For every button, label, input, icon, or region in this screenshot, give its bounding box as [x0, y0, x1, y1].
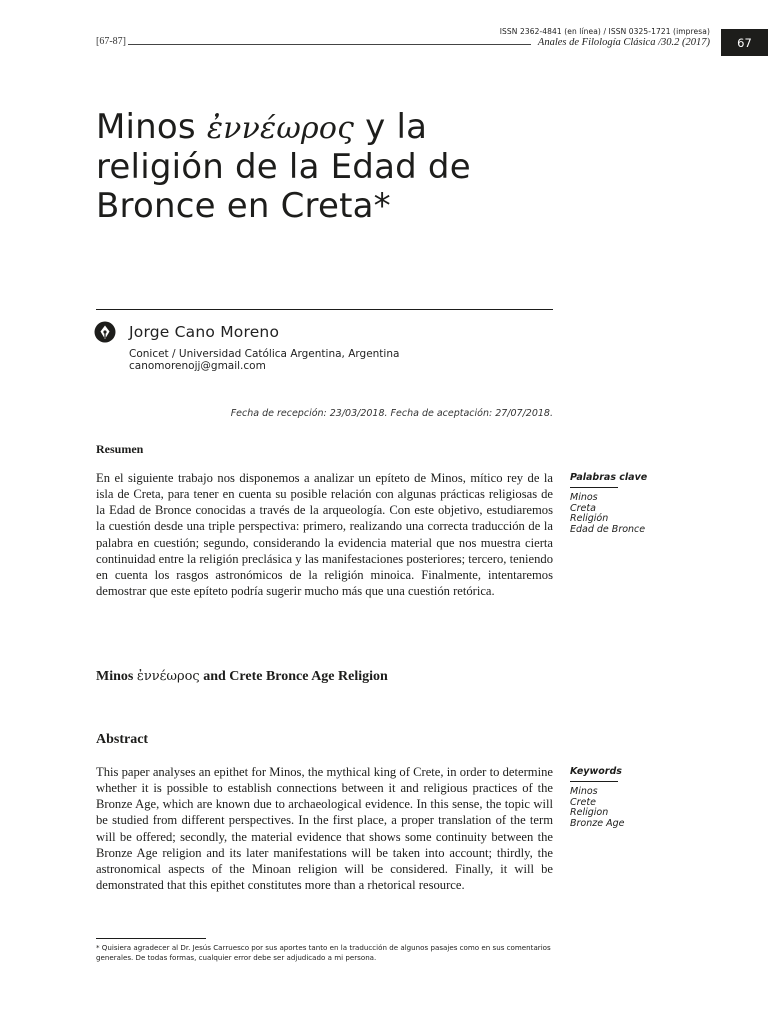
palabras-clave-rule [570, 487, 618, 488]
keyword-item: Edad de Bronce [570, 524, 646, 536]
keyword-item: Minos [570, 492, 598, 503]
keyword-item: Bronze Age [570, 818, 625, 830]
resumen-text: En el siguiente trabajo nos disponemos a analizar un epíteto de Minos, mítico rey de la isla de Creta, para tener en cuenta su posible relación con algunas prácticas religiosas de la Edad de Bronce conocidas a través de la arqueología. Con este objetivo, estudiaremos la cuestión desde una triple perspectiva: primero, realizando una correcta traducción de la palabra en cuestión; segundo, considerando la evidencia material que nos muestra cierta continuidad entre la religión preclásica y las manifestaciones posteriores; tercero, teniendo en cuenta los rasgos astronómicos de la religión minoica. Finalmente, intentaremos demostrar que este epíteto podría sugerir mucho más que una cuestión retórica. [96, 471, 553, 599]
palabras-clave-list [570, 493, 645, 536]
keyword-item: Religion [570, 807, 609, 819]
issn-line: ISSN 2362-4841 (en línea) / ISSN 0325-1721 (impresa) [499, 27, 710, 36]
page-number-tab [721, 29, 768, 56]
header-rule [128, 44, 531, 45]
abstract-heading: Abstract [96, 732, 149, 747]
resumen-heading: Resumen [96, 442, 144, 456]
submission-dates: Fecha de recepción: 23/03/2018. Fecha de aceptación: 27/07/2018. [230, 408, 553, 419]
footnote: * Quisiera agradecer al Dr. Jesús Carruesco por sus aportes tanto en la traducción de algunos pasajes como en sus comentarios generales. De todas formas, cualquier error debe ser adjudicado a mi persona. [96, 943, 551, 962]
journal-citation: Anales de Filología Clásica /30.2 (2017) [537, 37, 710, 48]
orcid-icon[interactable] [94, 321, 116, 343]
keywords-list [570, 787, 624, 830]
keyword-item: Religión [570, 513, 609, 525]
keywords-heading: Keywords [570, 766, 622, 777]
english-title-part-1: Minos [96, 669, 137, 684]
article-title [96, 108, 566, 226]
keyword-item: Minos [570, 786, 598, 797]
keyword-item: Creta [570, 502, 596, 514]
keyword-item: Crete [570, 796, 596, 808]
page-range: [67-87] [96, 36, 126, 47]
palabras-clave-heading: Palabras clave [570, 472, 648, 483]
pen-nib-icon [94, 321, 116, 343]
title-part-2: y la religión de la Edad de Bronce en Creta* [96, 107, 471, 226]
english-title [96, 669, 388, 685]
title-part-1: Minos [96, 107, 207, 147]
abstract-text: This paper analyses an epithet for Minos, the mythical king of Crete, in order to determine whether it is possible to establish connections between it and religious practices of the Bronze Age, which are known due to archaeological evidence. In this sense, the topic will be studied from different perspectives. In the first place, a proper translation of the term will be offered; secondly, the material evidence that shows some continuity between the Bronze Age religion and its later manifestations will be taken into account; thirdly, the astronomical aspects of the Minoan religion will be considered. Finally, it will be demonstrated that this epithet constitutes more than a rhetorical resource. [96, 765, 553, 893]
author-affiliation: Conicet / Universidad Católica Argentina, Argentina [129, 348, 400, 360]
page-number: 67 [737, 35, 752, 50]
keywords-rule [570, 781, 618, 782]
author-name: Jorge Cano Moreno [129, 323, 280, 341]
author-email[interactable]: canomorenojj@gmail.com [129, 360, 266, 372]
footnote-rule [96, 938, 206, 939]
english-title-part-2: and Crete Bronce Age Religion [199, 669, 388, 684]
title-greek-word: ἐννέωρος [206, 111, 355, 146]
english-title-greek-word: ἐννέωρος [136, 669, 200, 684]
title-rule [96, 309, 553, 310]
